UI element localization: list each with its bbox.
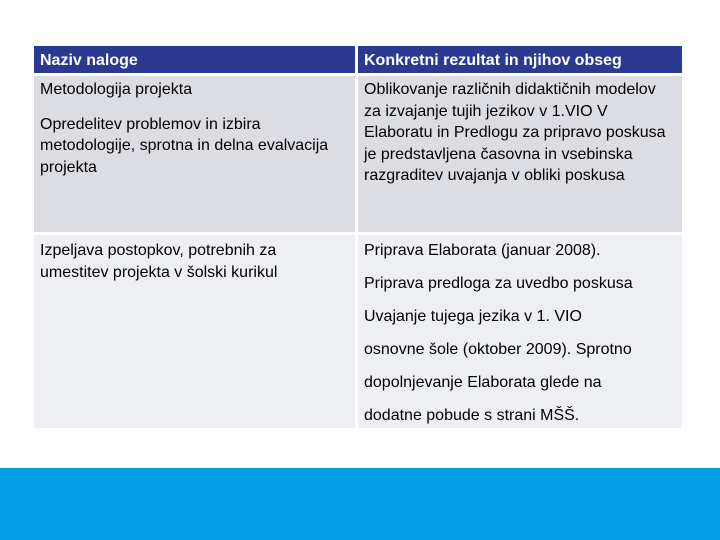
row2-task-cell: Izpeljava postopkov, potrebnih za umestitev projekta v šolski kurikul bbox=[34, 235, 355, 428]
row1-task-cell bbox=[34, 76, 355, 232]
row1-task-description: Opredelitev problemov in izbira metodologije, sprotna in delna evalvacija projekta bbox=[40, 115, 329, 176]
row2-result-line: osnovne šole (oktober 2009). Sprotno bbox=[364, 340, 632, 358]
row1-spacer bbox=[40, 101, 349, 114]
row1-result-cell: Oblikovanje različnih didaktičnih modelov za izvajanje tujih jezikov v 1.VIO V Elaboratu in Predlogu za pripravo poskusa je predstavljena časovna in vsebinska razgraditev uvajanja v obliki poskusa bbox=[358, 76, 682, 232]
table-header-row bbox=[34, 46, 682, 73]
row2-result-line: Uvajanje tujega jezika v 1. VIO bbox=[364, 307, 582, 325]
header-task-name: Naziv naloge bbox=[34, 46, 355, 73]
row2-result-cell bbox=[358, 235, 682, 428]
tasks-table bbox=[34, 46, 682, 428]
table-row bbox=[34, 235, 682, 428]
row2-result-line: dopolnjevanje Elaborata glede na bbox=[364, 373, 602, 391]
header-results: Konkretni rezultat in njihov obseg bbox=[358, 46, 682, 73]
row2-result-line: Priprava predloga za uvedbo poskusa bbox=[364, 274, 633, 292]
row1-task-title: Metodologija projekta bbox=[40, 81, 193, 98]
footer-band bbox=[0, 468, 720, 540]
row2-result-line: dodatne pobude s strani MŠŠ. bbox=[364, 406, 580, 424]
table-row bbox=[34, 76, 682, 232]
row2-result-line: Priprava Elaborata (januar 2008). bbox=[364, 242, 601, 259]
